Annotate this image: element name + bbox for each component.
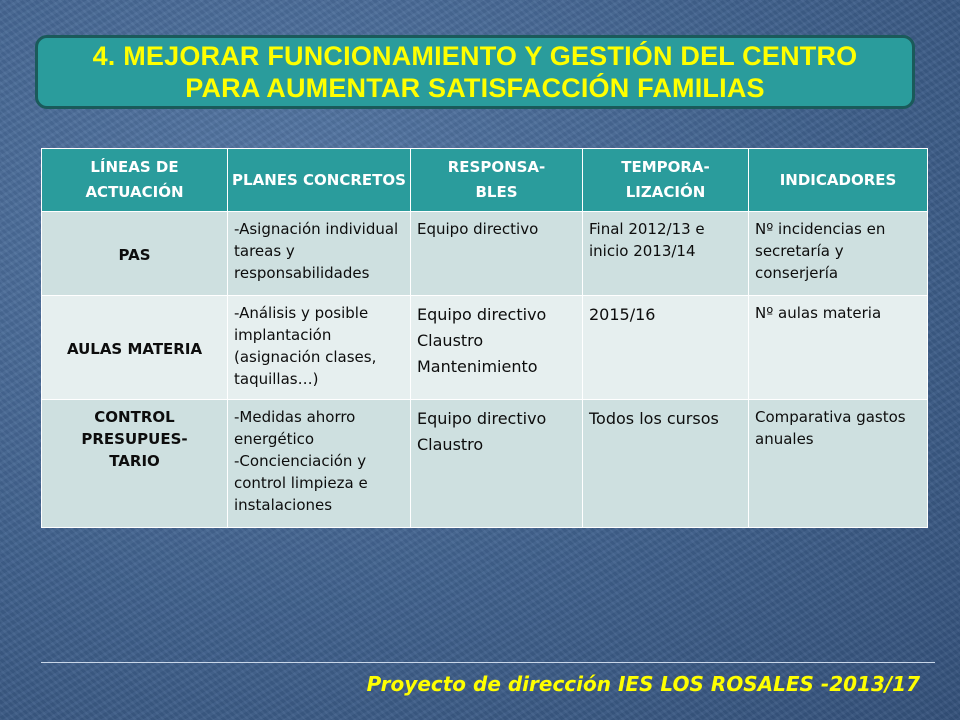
row-plans-cell: -Análisis y posible implantación (asignación clases, taquillas…) bbox=[228, 296, 411, 400]
header-planes-concretos: PLANES CONCRETOS bbox=[228, 149, 411, 212]
row-timing-cell: Todos los cursos bbox=[583, 400, 749, 528]
action-plan-table bbox=[41, 148, 928, 528]
table-row bbox=[42, 296, 928, 400]
row-responsible-cell: Equipo directivo bbox=[411, 212, 583, 296]
header-indicadores: INDICADORES bbox=[749, 149, 928, 212]
header-temporalizacion: TEMPORA- LIZACIÓN bbox=[583, 149, 749, 212]
footer-divider bbox=[41, 662, 935, 663]
row-timing-cell: Final 2012/13 e inicio 2013/14 bbox=[583, 212, 749, 296]
table-header-row bbox=[42, 149, 928, 212]
row-responsible-cell: Equipo directivo Claustro bbox=[411, 400, 583, 528]
table-row bbox=[42, 400, 928, 528]
header-responsables: RESPONSA- BLES bbox=[411, 149, 583, 212]
row-indicators-cell: Nº incidencias en secretaría y conserjería bbox=[749, 212, 928, 296]
header-lineas-actuacion: LÍNEAS DE ACTUACIÓN bbox=[42, 149, 228, 212]
row-responsible-cell: Equipo directivo Claustro Mantenimiento bbox=[411, 296, 583, 400]
footer-caption: Proyecto de dirección IES LOS ROSALES -2013/17 bbox=[366, 672, 920, 696]
table-row bbox=[42, 212, 928, 296]
row-indicators-cell: Comparativa gastos anuales bbox=[749, 400, 928, 528]
row-line-cell: CONTROL PRESUPUES- TARIO bbox=[42, 400, 228, 528]
title-line-1: 4. MEJORAR FUNCIONAMIENTO Y GESTIÓN DEL CENTRO bbox=[92, 41, 858, 71]
row-plans-cell: -Medidas ahorro energético -Concienciación y control limpieza e instalaciones bbox=[228, 400, 411, 528]
row-timing-cell: 2015/16 bbox=[583, 296, 749, 400]
title-line-2: PARA AUMENTAR SATISFACCIÓN FAMILIAS bbox=[185, 73, 765, 103]
row-plans-cell: -Asignación individual tareas y responsabilidades bbox=[228, 212, 411, 296]
title-banner bbox=[35, 35, 915, 109]
row-line-cell: AULAS MATERIA bbox=[42, 296, 228, 400]
row-line-cell: PAS bbox=[42, 212, 228, 296]
row-indicators-cell: Nº aulas materia bbox=[749, 296, 928, 400]
